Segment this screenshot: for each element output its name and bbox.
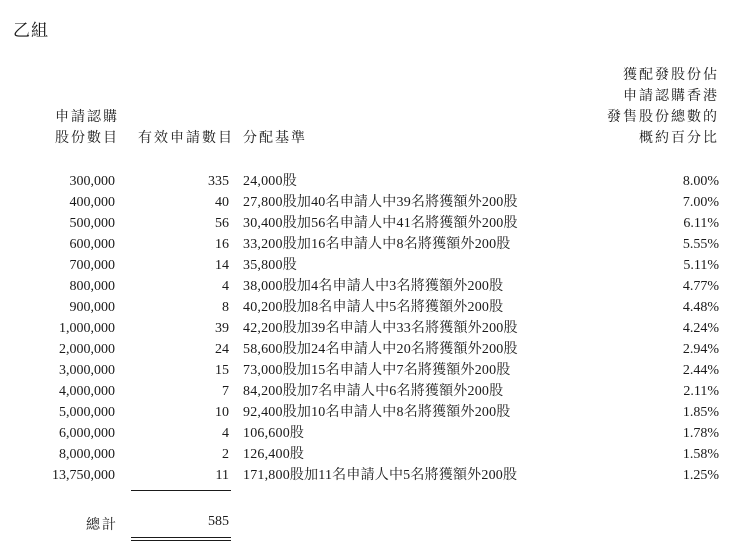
percentage-cell: 2.94% [682,342,719,357]
valid-applications-cell: 335 [208,174,229,189]
header-shares-applied [55,107,119,149]
shares-applied-cell: 500,000 [69,216,115,231]
header-shares-line1: 申請認購 [55,109,119,125]
allocation-basis-cell: 84,200股加7名申請人中6名將獲額外200股 [243,384,504,399]
allocation-basis-cell: 40,200股加8名申請人中5名將獲額外200股 [243,300,504,315]
percentage-cell: 4.24% [682,321,719,336]
total-label: 總計 [86,517,118,533]
table-row [0,192,741,213]
shares-applied-cell: 2,000,000 [59,342,115,357]
table-row [0,402,741,423]
valid-applications-cell: 15 [215,363,229,378]
valid-applications-cell: 8 [222,300,229,315]
allocation-basis-cell: 33,200股加16名申請人中8名將獲額外200股 [243,237,511,252]
shares-applied-cell: 600,000 [69,237,115,252]
shares-applied-cell: 700,000 [69,258,115,273]
table-row [0,213,741,234]
allocation-basis-cell: 27,800股加40名申請人中39名將獲額外200股 [243,195,518,210]
header-valid-applications: 有效申請數目 [138,130,234,146]
percentage-cell: 1.78% [682,426,719,441]
percentage-cell: 6.11% [683,216,719,231]
valid-applications-cell: 24 [215,342,229,357]
shares-applied-cell: 400,000 [69,195,115,210]
group-title: 乙組 [13,21,49,41]
table-row [0,381,741,402]
allocation-basis-cell: 92,400股加10名申請人中8名將獲額外200股 [243,405,511,420]
allocation-table [0,171,741,486]
allocation-basis-cell: 58,600股加24名申請人中20名將獲額外200股 [243,342,518,357]
allocation-basis-cell: 42,200股加39名申請人中33名將獲額外200股 [243,321,518,336]
table-row [0,255,741,276]
shares-applied-cell: 4,000,000 [59,384,115,399]
table-row [0,318,741,339]
shares-applied-cell: 300,000 [69,174,115,189]
percentage-cell: 5.11% [683,258,719,273]
valid-applications-cell: 56 [215,216,229,231]
percentage-cell: 4.77% [682,279,719,294]
header-pct-line1: 獲配發股份佔 [623,67,719,83]
table-row [0,444,741,465]
percentage-cell: 2.11% [683,384,719,399]
table-row [0,276,741,297]
header-pct-line4: 概約百分比 [639,130,719,146]
table-row [0,297,741,318]
shares-applied-cell: 6,000,000 [59,426,115,441]
header-pct-line3: 發售股份總數的 [607,109,719,125]
valid-applications-cell: 4 [222,279,229,294]
shares-applied-cell: 5,000,000 [59,405,115,420]
percentage-cell: 5.55% [682,237,719,252]
table-row [0,423,741,444]
table-row [0,339,741,360]
percentage-cell: 7.00% [682,195,719,210]
percentage-cell: 2.44% [682,363,719,378]
allocation-basis-cell: 30,400股加56名申請人中41名將獲額外200股 [243,216,518,231]
allocation-basis-cell: 126,400股 [243,447,305,462]
shares-applied-cell: 8,000,000 [59,447,115,462]
subtotal-rule [131,490,231,491]
percentage-cell: 1.58% [682,447,719,462]
shares-applied-cell: 900,000 [69,300,115,315]
shares-applied-cell: 1,000,000 [59,321,115,336]
shares-applied-cell: 800,000 [69,279,115,294]
allocation-basis-cell: 171,800股加11名申請人中5名將獲額外200股 [243,468,518,483]
valid-applications-cell: 4 [222,426,229,441]
shares-applied-cell: 13,750,000 [52,468,115,483]
percentage-cell: 1.25% [682,468,719,483]
header-allocation-basis: 分配基準 [243,130,307,146]
valid-applications-cell: 39 [215,321,229,336]
percentage-cell: 8.00% [682,174,719,189]
header-allocation-percentage [607,65,719,149]
allocation-basis-cell: 106,600股 [243,426,305,441]
total-value: 585 [208,514,229,529]
valid-applications-cell: 11 [215,468,229,483]
table-row [0,234,741,255]
total-double-rule [131,537,231,541]
shares-applied-cell: 3,000,000 [59,363,115,378]
table-row [0,360,741,381]
valid-applications-cell: 7 [222,384,229,399]
table-row [0,465,741,486]
allocation-basis-cell: 24,000股 [243,174,297,189]
allocation-basis-cell: 73,000股加15名申請人中7名將獲額外200股 [243,363,511,378]
percentage-cell: 4.48% [682,300,719,315]
table-row [0,171,741,192]
valid-applications-cell: 40 [215,195,229,210]
allocation-basis-cell: 38,000股加4名申請人中3名將獲額外200股 [243,279,504,294]
valid-applications-cell: 16 [215,237,229,252]
valid-applications-cell: 2 [222,447,229,462]
header-pct-line2: 申請認購香港 [623,88,719,104]
header-shares-line2: 股份數目 [55,130,119,146]
allocation-basis-cell: 35,800股 [243,258,297,273]
valid-applications-cell: 14 [215,258,229,273]
percentage-cell: 1.85% [682,405,719,420]
valid-applications-cell: 10 [215,405,229,420]
